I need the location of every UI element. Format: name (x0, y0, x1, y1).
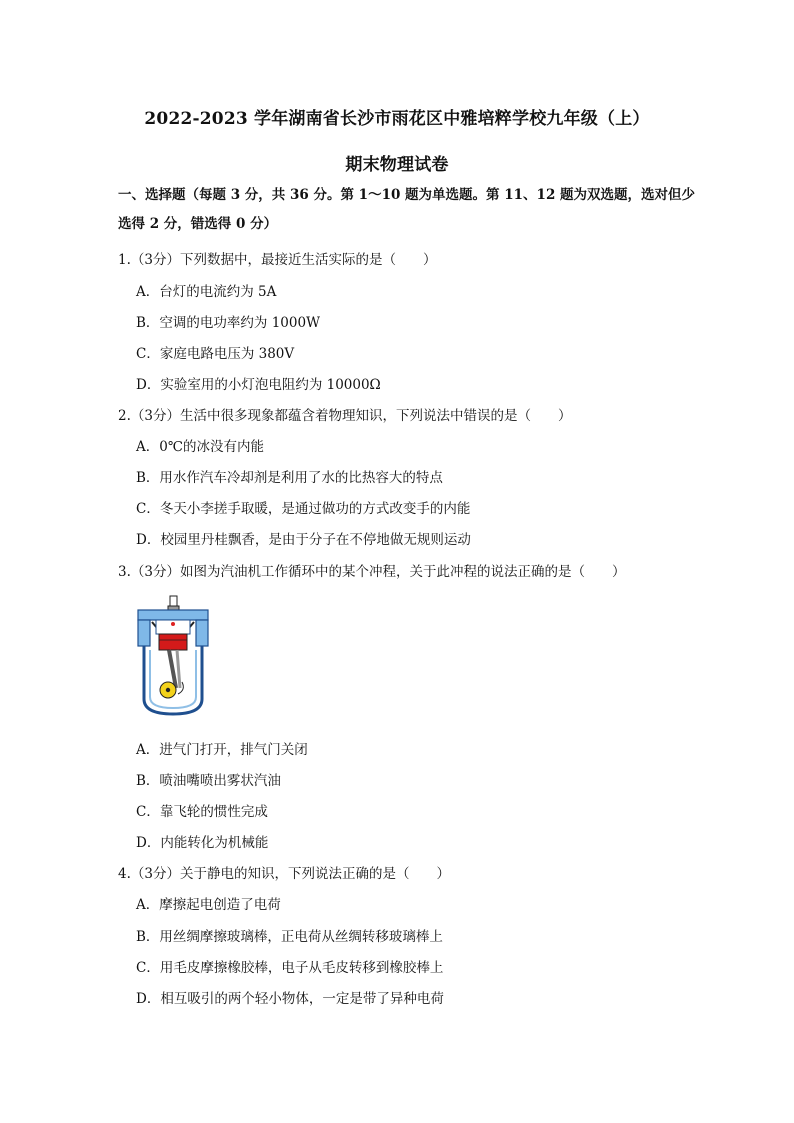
question-3-option-c: C．靠飞轮的惯性完成 (136, 804, 268, 820)
piston (159, 634, 187, 650)
question-2-option-a: A．0℃的冰没有内能 (136, 439, 264, 455)
question-4-option-d: D．相互吸引的两个轻小物体，一定是带了异种电荷 (136, 991, 444, 1007)
question-2-option-d: D．校园里丹桂飘香，是由于分子在不停地做无规则运动 (136, 532, 471, 548)
spark (171, 622, 175, 626)
question-2-stem: 2.（3分）生活中很多现象都蕴含着物理知识，下列说法中错误的是（ ） (118, 408, 572, 424)
cylinder-head (138, 610, 208, 620)
question-1-option-a: A．台灯的电流约为 5A (136, 284, 277, 300)
question-1-option-b: B．空调的电功率约为 1000W (136, 315, 320, 331)
question-2-option-b: B．用水作汽车冷却剂是利用了水的比热容大的特点 (136, 470, 443, 486)
left-port (138, 620, 150, 646)
question-3-stem: 3.（3分）如图为汽油机工作循环中的某个冲程，关于此冲程的说法正确的是（ ） (118, 564, 626, 580)
exam-title-line-1: 2022-2023 学年湖南省长沙市雨花区中雅培粹学校九年级（上） (144, 109, 650, 129)
question-1-option-d: D．实验室用的小灯泡电阻约为 10000Ω (136, 377, 381, 393)
exam-title-line-2: 期末物理试卷 (345, 155, 449, 175)
question-4-option-c: C．用毛皮摩擦橡胶棒，电子从毛皮转移到橡胶棒上 (136, 960, 444, 976)
question-1-option-c: C．家庭电路电压为 380V (136, 346, 295, 362)
question-4-stem: 4.（3分）关于静电的知识，下列说法正确的是（ ） (118, 866, 450, 882)
engine-stroke-figure (134, 594, 212, 718)
question-1-stem: 1.（3分）下列数据中，最接近生活实际的是（ ） (118, 252, 437, 268)
question-2-option-c: C．冬天小李搓手取暖，是通过做功的方式改变手的内能 (136, 501, 471, 517)
connecting-rod-shadow (177, 650, 180, 688)
section-heading: 一、选择题（每题 3 分，共 36 分。第 1～10 题为单选题。第 11、12 题为双选题，选对但少选得 2 分，错选得 0 分） (118, 187, 696, 232)
flywheel-axle (166, 688, 170, 692)
question-3-option-d: D．内能转化为机械能 (136, 835, 269, 851)
question-3-option-a: A．进气门打开，排气门关闭 (136, 742, 308, 758)
question-3-option-b: B．喷油嘴喷出雾状汽油 (136, 773, 281, 789)
question-4-option-a: A．摩擦起电创造了电荷 (136, 897, 281, 913)
spark-plug (170, 596, 177, 606)
question-4-option-b: B．用丝绸摩擦玻璃棒，正电荷从丝绸转移玻璃棒上 (136, 929, 443, 945)
right-port (196, 620, 208, 646)
